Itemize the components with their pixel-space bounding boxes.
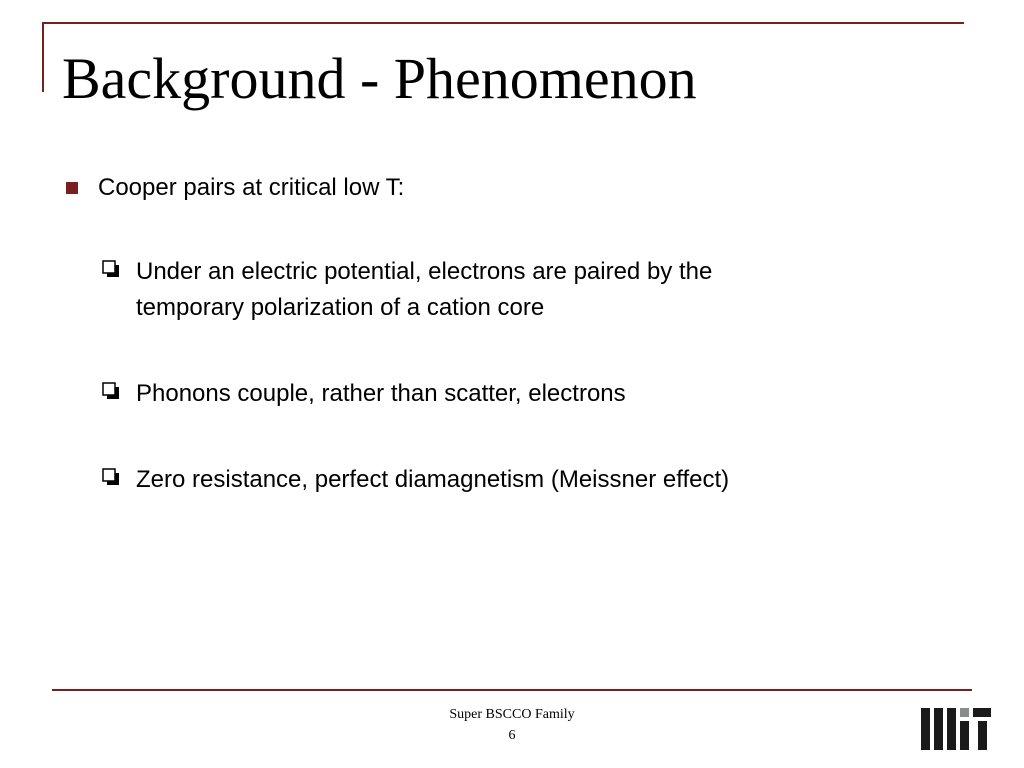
filled-square-bullet-icon [66,182,78,194]
subbullet-text-line: Zero resistance, perfect diamagnetism (Meissner effect) [136,466,730,493]
bullet-item [66,172,404,204]
hollow-square-bullet-icon [102,468,120,486]
footer-rule [52,689,972,691]
subbullet-text [102,254,902,326]
subbullet-text-line: Under an electric potential, electrons are paired by the [136,258,713,285]
title-frame-left-rule [42,22,44,92]
subbullet-text-line: temporary polarization of a cation core [136,294,545,321]
page-number: 6 [508,728,516,743]
footer-title: Super BSCCO Family [449,707,575,722]
subbullet-text [102,462,902,498]
hollow-square-bullet-icon [102,260,120,278]
subbullet-item-3 [102,462,902,498]
subbullet-text [102,376,902,412]
subbullet-text-line: Phonons couple, rather than scatter, electrons [136,380,626,407]
hollow-square-bullet-icon [102,382,120,400]
slide-title: Background - Phenomenon [62,46,697,111]
title-frame-top-rule [42,22,964,24]
subbullet-item-1 [102,254,902,326]
subbullet-item-2 [102,376,902,412]
mit-logo [921,708,991,750]
bullet-text: Cooper pairs at critical low T: [98,174,405,201]
